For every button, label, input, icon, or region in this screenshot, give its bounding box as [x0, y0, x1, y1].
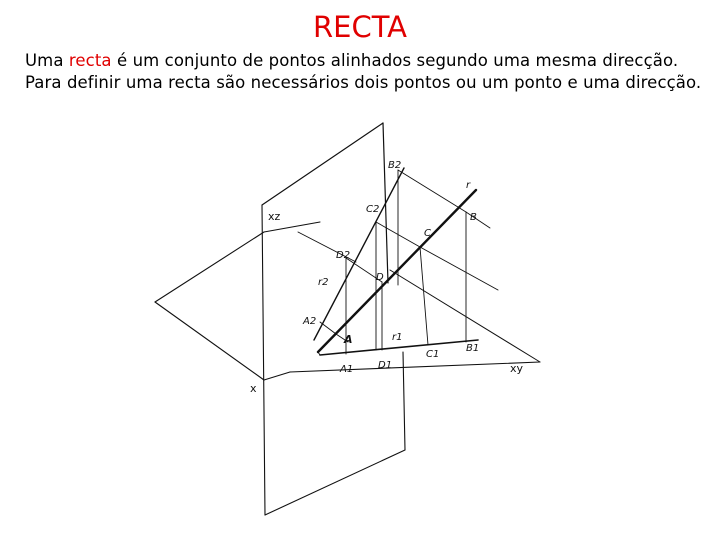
- label-r1: r1: [392, 332, 403, 343]
- label-xz: xz: [268, 210, 281, 223]
- label-x: x: [250, 382, 257, 395]
- label-d1: D1: [378, 360, 393, 371]
- label-a: A: [344, 333, 353, 346]
- label-a2: A2: [303, 316, 317, 327]
- vertical-plane: [262, 123, 405, 515]
- slide-title: RECTA: [312, 10, 408, 44]
- line-r2: [314, 168, 404, 340]
- label-d2: D2: [336, 250, 351, 261]
- label-b2: B2: [388, 160, 402, 171]
- label-xy: xy: [510, 362, 524, 375]
- label-b1: B1: [466, 343, 480, 354]
- definition-line-1-end: é um conjunto de pontos alinhados segundo uma mesma direcção.: [111, 51, 679, 70]
- line-r: [318, 190, 476, 352]
- label-d: D: [376, 272, 384, 283]
- highlight-recta: recta: [68, 51, 112, 70]
- label-c: C: [424, 228, 431, 239]
- label-r2: r2: [318, 277, 329, 288]
- definition-line-1-start: Uma: [25, 51, 69, 70]
- label-b: B: [470, 212, 477, 223]
- label-r: r: [466, 180, 471, 191]
- horizontal-plane: [155, 222, 540, 380]
- label-c2: C2: [366, 204, 380, 215]
- label-a1: A1: [340, 364, 354, 375]
- definition-line-2: Para definir uma recta são necessários dois pontos ou um ponto e uma direcção.: [25, 73, 702, 92]
- label-c1: C1: [426, 349, 440, 360]
